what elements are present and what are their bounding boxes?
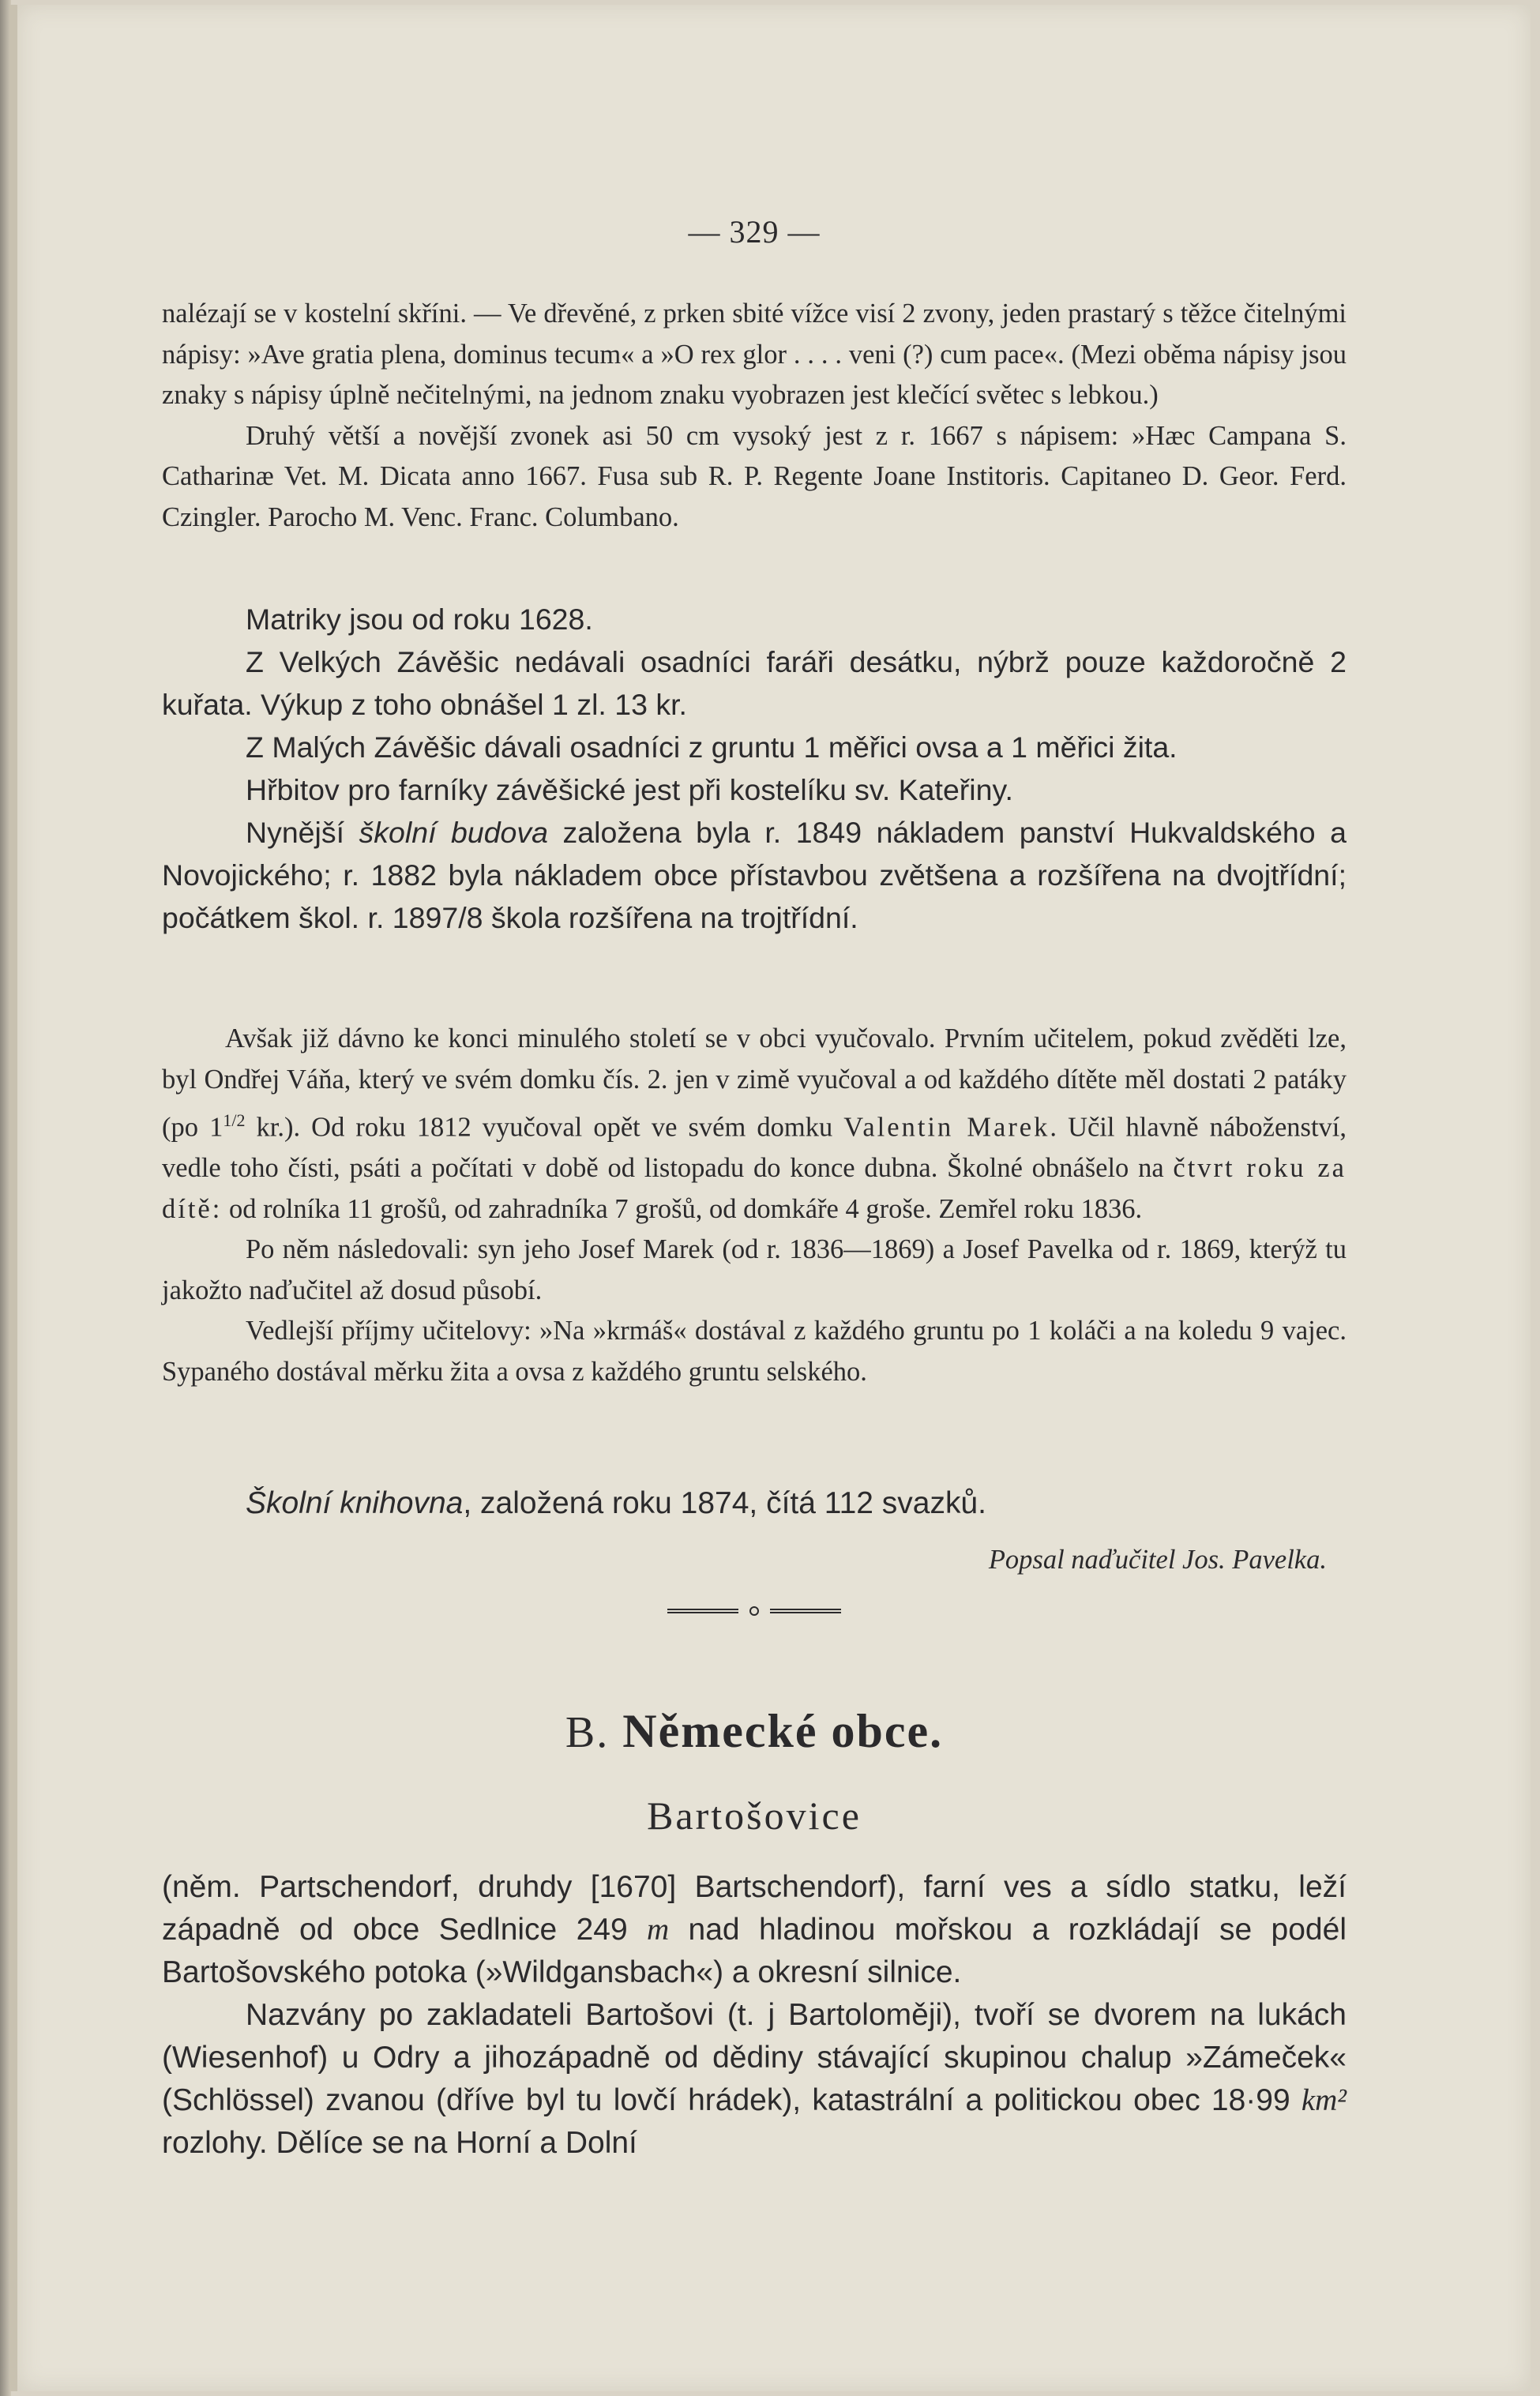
- school-history-section: [162, 1019, 1347, 1392]
- successors-paragraph: Po něm následovali: syn jeho Josef Marek (od r. 1836—1869) a Josef Pavelka od r. 1869, kterýž tu jakožto naďučitel až dosud působí.: [162, 1234, 1347, 1305]
- unit-meters: m: [647, 1913, 670, 1947]
- bartosovice-text-b: nad hladinou mořskou a rozkládají se podél Bartošovského potoka (»Wildgansbach«) a okresní silnice.: [162, 1913, 1347, 1989]
- teachers-text-d: od rolníka 11 grošů, od zahradníka 7 grošů, od domkáře 4 groše. Zemřel roku 1836.: [222, 1193, 1143, 1224]
- school-building-text-b: založena byla r. 1849 nákladem panství Hukvaldského a Novojického; r. 1882 byla nákladem obce přístavbou zvětšena a rozšířena na dvojtřídní; počátkem škol. r. 1897/8 škola rozšířena na trojtřídní.: [162, 816, 1347, 934]
- registry-paragraph: Matriky jsou od roku 1628.: [246, 603, 593, 636]
- oats-paragraph: Z Malých Závěšic dávali osadníci z gruntu 1 měřici ovsa a 1 měřici žita.: [246, 730, 1178, 764]
- section-letter: B.: [565, 1708, 610, 1757]
- school-building-paragraph: [162, 811, 1347, 939]
- section-title: Německé obce.: [622, 1705, 944, 1757]
- teachers-text-b: kr.). Od roku 1812 vyučoval opět ve svém domku: [245, 1112, 844, 1143]
- cemetery-paragraph: Hřbitov pro farníky závěšické jest při kostelíku sv. Kateřiny.: [246, 773, 1013, 806]
- signature-block: [162, 1540, 1347, 1581]
- teacher-name-marek: Valentin Marek: [843, 1112, 1050, 1143]
- bartosovice-section: [162, 1866, 1347, 2165]
- author-signature: Popsal naďučitel Jos. Pavelka.: [988, 1545, 1327, 1575]
- tithe-paragraph: Z Velkých Závěšic nedávali osadníci faráři desátku, nýbrž pouze každoročně 2 kuřata. Výkup z toho obnášel 1 zl. 13 kr.: [162, 645, 1347, 721]
- bartosovice-paragraph-2: [162, 1994, 1347, 2165]
- bartosovice-text-d: rozlohy. Dělíce se na Horní a Dolní: [162, 2126, 637, 2160]
- divider-ornament: [667, 1605, 841, 1617]
- unit-square-km: km²: [1301, 2083, 1347, 2117]
- school-building-text-a: Nynější: [246, 816, 359, 849]
- library-text: , založená roku 1874, čítá 112 svazků.: [463, 1486, 987, 1520]
- teachers-paragraph: [162, 1019, 1347, 1230]
- bartosovice-text-c: Nazvány po zakladateli Bartošovi (t. j Bartoloměji), tvoří se dvorem na lukách (Wiesenhof) u Odry a jihozápadně od dědiny stávající skupinou chalup »Zámeček« (Schlössel) zvanou (dříve byl tu lovčí hrádek), katastrální a politickou obec 18·99: [162, 1998, 1347, 2117]
- page-number: — 329 —: [688, 214, 821, 250]
- church-bells-section: [162, 294, 1347, 538]
- bartosovice-paragraph-1: [162, 1866, 1347, 1994]
- bartosovice-text-a: (něm. Partschendorf, druhdy [1670] Bartschendorf), farní ves a sídlo statku, leží západně od obce Sedlnice 249: [162, 1870, 1347, 1947]
- fraction-half: 1/2: [223, 1110, 246, 1130]
- library-paragraph: [162, 1482, 1347, 1525]
- library-section: [162, 1482, 1347, 1525]
- bells-paragraph-1: nalézají se v kostelní skříni. — Ve dřevěné, z prken sbité vížce visí 2 zvony, jeden prastarý s těžce čitelnými nápisy: »Ave gratia plena, dominus tecum« a »O rex glor . . . . veni (?) cum pace«. (Mezi oběma nápisy jsou znaky s nápisy úplně nečitelnými, na jednom znaku vyobrazen jest klečící světec s lebkou.): [162, 299, 1347, 410]
- section-heading: [162, 1704, 1347, 1759]
- bells-paragraph-2: Druhý větší a novější zvonek asi 50 cm vysoký jest z r. 1667 s nápisem: »Hæc Campana S. Catharinæ Vet. M. Dicata anno 1667. Fusa sub R. P. Regente Joane Institoris. Capitaneo D. Geor. Ferd. Czingler. Parocho M. Venc. Franc. Columbano.: [162, 420, 1347, 532]
- teachers-text-c: . Učil hlavně náboženství, vedle toho čísti, psáti a počítati v době od listopadu do konce dubna. Školné obnášelo na: [162, 1112, 1347, 1183]
- income-paragraph: Vedlejší příjmy učitelovy: »Na »krmáš« dostával z každého gruntu po 1 koláči a na koledu 9 vajec. Sypaného dostával měrku žita a ovsa z každého gruntu selského.: [162, 1316, 1347, 1387]
- registry-section: [162, 598, 1347, 939]
- school-building-emphasis: školní budova: [359, 816, 549, 849]
- place-heading: Bartošovice: [647, 1793, 862, 1838]
- teachers-text-a: Avšak již dávno ke konci minulého století se v obci vyučovalo. Prvním učitelem, pokud zvěděti lze, byl Ondřej Váňa, který ve svém domku čís. 2. jen v zimě vyučoval a od každého dítěte měl dostati 2 patáky (po 1: [162, 1023, 1347, 1143]
- library-emphasis: Školní knihovna: [246, 1486, 464, 1520]
- quarter-year-phrase: čtvrt roku za dítě:: [162, 1153, 1347, 1224]
